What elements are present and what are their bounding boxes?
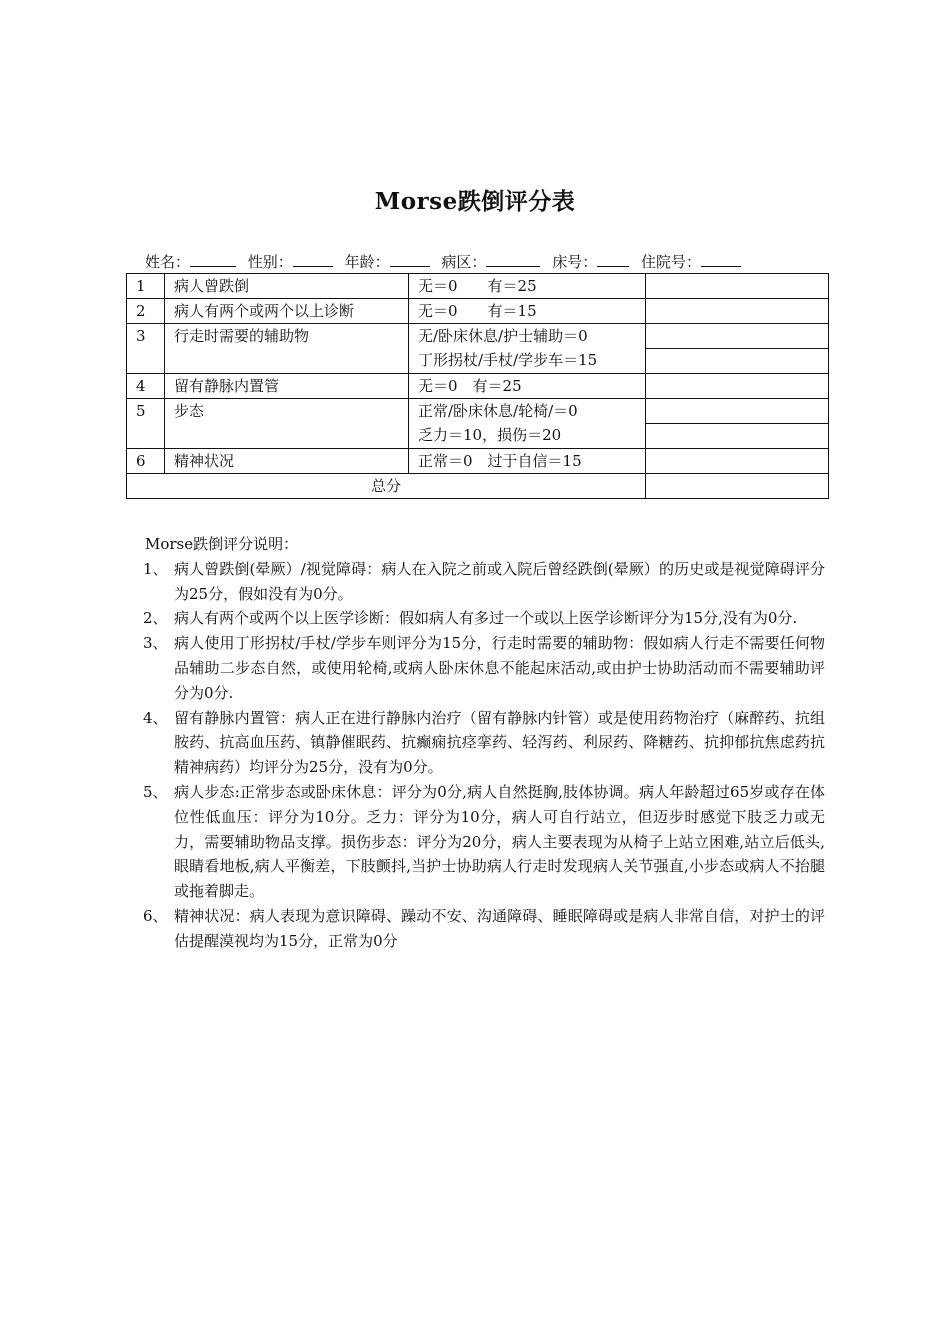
table-row xyxy=(127,449,829,474)
note-number: 4、 xyxy=(143,708,168,727)
score-subcell xyxy=(646,399,828,424)
note-number: 3、 xyxy=(143,634,168,653)
row-number: 2 xyxy=(127,299,165,324)
note-item xyxy=(145,557,825,607)
total-row xyxy=(127,474,829,499)
table-row xyxy=(127,399,829,449)
row-number: 5 xyxy=(127,399,165,449)
note-item xyxy=(145,904,825,954)
note-number: 6、 xyxy=(143,906,168,925)
table-row xyxy=(127,374,829,399)
score-cell xyxy=(646,324,829,374)
score-subcell xyxy=(646,349,828,373)
note-number: 1、 xyxy=(143,559,168,578)
score-cell xyxy=(646,374,829,399)
row-item: 精神状况 xyxy=(165,449,409,474)
age-blank xyxy=(390,252,430,267)
note-text: 病人有两个或两个以上医学诊断：假如病人有多过一个或以上医学诊断评分为15分,没有为0分. xyxy=(174,609,798,628)
row-number: 3 xyxy=(127,324,165,374)
name-blank xyxy=(190,252,236,267)
row-number: 4 xyxy=(127,374,165,399)
bed-blank xyxy=(597,252,629,267)
note-number: 5、 xyxy=(143,782,168,801)
morse-score-table xyxy=(126,273,829,499)
score-subcell xyxy=(646,424,828,448)
table-row xyxy=(127,274,829,299)
note-number: 2、 xyxy=(143,609,168,628)
note-text: 病人使用丁形拐杖/手杖/学步车则评分为15分，行走时需要的辅助物：假如病人行走不需要任何物品辅助二步态自然，或使用轮椅,或病人卧床休息不能起床活动,或由护士协助活动而不需要辅助评分为0分. xyxy=(174,634,825,702)
note-text: 留有静脉内置管：病人正在进行静脉内治疗（留有静脉内针管）或是使用药物治疗（麻醉药、抗组胺药、抗高血压药、镇静催眠药、抗癫痫抗痉挛药、轻泻药、利尿药、降糖药、抗抑郁抗焦虑药抗精神病药）均评分为25分，没有为0分。 xyxy=(174,708,825,777)
gender-label: 性别： xyxy=(247,253,293,271)
notes-heading: Morse跌倒评分说明： xyxy=(145,535,299,553)
age-label: 年龄： xyxy=(344,253,390,271)
score-cell xyxy=(646,399,829,449)
row-number: 1 xyxy=(127,274,165,299)
scoring-notes xyxy=(145,532,825,954)
row-number: 6 xyxy=(127,449,165,474)
row-criteria: 无＝0 有＝15 xyxy=(409,299,646,324)
criteria-line: 乏力＝10，损伤＝20 xyxy=(418,426,562,444)
score-cell xyxy=(646,449,829,474)
criteria-line: 正常/卧床休息/轮椅/＝0 xyxy=(418,402,578,420)
admission-no-blank xyxy=(701,252,741,267)
row-item: 病人曾跌倒 xyxy=(165,274,409,299)
row-criteria: 无＝0 有＝25 xyxy=(409,374,646,399)
note-item xyxy=(145,706,825,780)
note-text: 病人步态:正常步态或卧床休息：评分为0分,病人自然挺胸,肢体协调。病人年龄超过65岁或存在体位性低血压：评分为10分。乏力：评分为10分，病人可自行站立，但迈步时感觉下肢乏力或无力，需要辅助物品支撑。损伤步态：评分为20分，病人主要表现为从椅子上站立困难,站立后低头,眼睛看地板,病人平衡差，下肢颤抖,当护士协助病人行走时发现病人关节强直,小步态或病人不抬腿或拖着脚走。 xyxy=(174,782,825,901)
note-text: 病人曾跌倒(晕厥）/视觉障碍：病人在入院之前或入院后曾经跌倒(晕厥）的历史或是视觉障碍评分为25分，假如没有为0分。 xyxy=(174,559,825,603)
row-criteria: 正常＝0 过于自信＝15 xyxy=(409,449,646,474)
row-criteria xyxy=(409,399,646,449)
ward-blank xyxy=(486,252,540,267)
score-subcell xyxy=(646,324,828,349)
row-criteria xyxy=(409,324,646,374)
total-label: 总分 xyxy=(127,474,646,499)
ward-label: 病区： xyxy=(441,253,487,271)
row-item: 病人有两个或两个以上诊断 xyxy=(165,299,409,324)
criteria-line: 丁形拐杖/手杖/学步车＝15 xyxy=(418,351,598,369)
admission-no-label: 住院号： xyxy=(640,253,701,271)
note-item xyxy=(145,606,825,631)
patient-info-line xyxy=(145,251,748,272)
note-item xyxy=(145,780,825,904)
table-row xyxy=(127,299,829,324)
row-criteria: 无＝0 有＝25 xyxy=(409,274,646,299)
criteria-line: 无/卧床休息/护士辅助＝0 xyxy=(418,327,588,345)
row-item: 步态 xyxy=(165,399,409,449)
table-row xyxy=(127,324,829,374)
name-label: 姓名： xyxy=(145,253,191,271)
gender-blank xyxy=(293,252,333,267)
score-cell xyxy=(646,299,829,324)
row-item: 行走时需要的辅助物 xyxy=(165,324,409,374)
note-item xyxy=(145,631,825,705)
note-text: 精神状况：病人表现为意识障碍、躁动不安、沟通障碍、睡眠障碍或是病人非常自信，对护士的评估提醒漠视均为15分，正常为0分 xyxy=(174,906,825,950)
total-score-cell xyxy=(646,474,829,499)
bed-label: 床号： xyxy=(552,253,598,271)
page-title: Morse跌倒评分表 xyxy=(374,188,576,215)
row-item: 留有静脉内置管 xyxy=(165,374,409,399)
score-cell xyxy=(646,274,829,299)
